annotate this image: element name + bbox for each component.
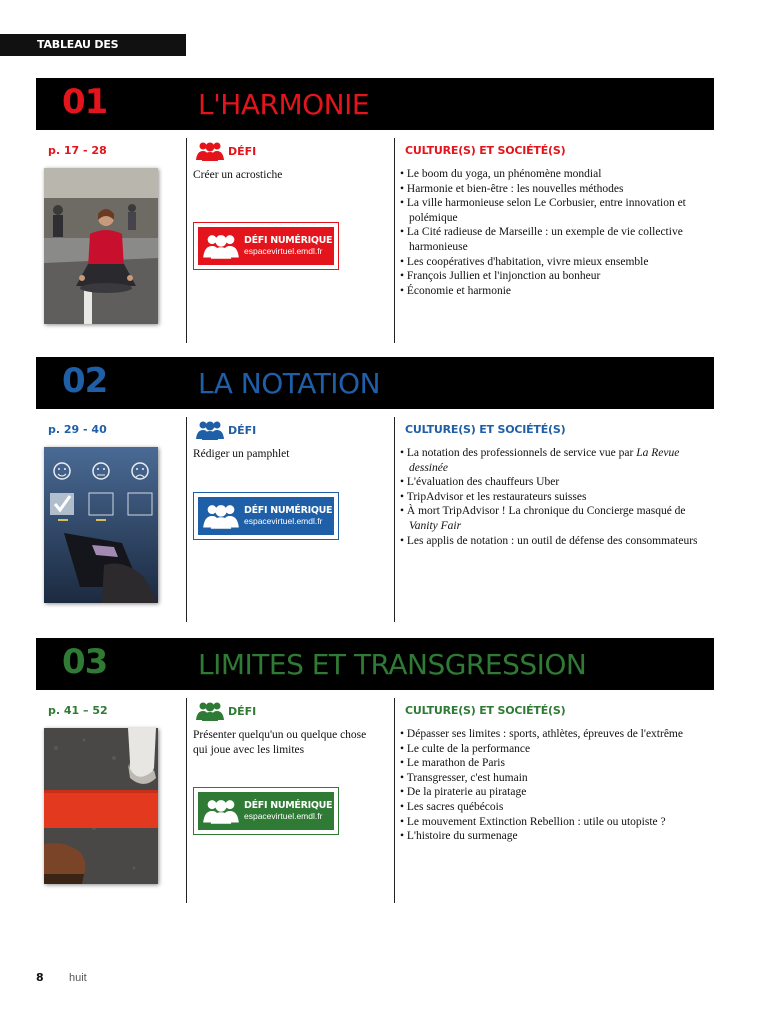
section-03 [36,638,714,908]
list-item: • Le mouvement Extinction Rebellion : utile ou utopiste ? [400,815,712,830]
page-number-word: huit [69,972,87,984]
column-divider [394,138,395,343]
badge-title: DÉFI NUMÉRIQUE [244,505,333,516]
section-band [36,357,714,409]
phone-rating-photo [44,447,158,603]
column-divider [186,417,187,622]
column-divider [186,138,187,343]
defi-description: Rédiger un pamphlet [193,448,290,460]
list-item: • L'évaluation des chauffeurs Uber [400,475,712,490]
badge-title: DÉFI NUMÉRIQUE [244,800,333,811]
defi-numerique-badge[interactable] [193,787,339,835]
list-item: • Le culte de la performance [400,742,712,757]
defi-numerique-badge[interactable] [193,492,339,540]
defi-description: Créer un acrostiche [193,169,283,181]
yoga-photo [44,168,158,324]
list-item: • De la piraterie au piratage [400,785,712,800]
page-range: p. 41 – 52 [48,704,108,717]
red-line-photo [44,728,158,884]
section-title: LIMITES ET TRANSGRESSION [198,648,587,681]
section-title: LA NOTATION [198,367,381,400]
column-divider [394,417,395,622]
page-range: p. 17 - 28 [48,144,107,157]
page-range: p. 29 - 40 [48,423,107,436]
list-item: • Transgresser, c'est humain [400,771,712,786]
section-01 [36,78,714,343]
group-icon [196,140,224,162]
defi-heading [196,140,256,162]
list-item: • Dépasser ses limites : sports, athlètes, épreuves de l'extrême [400,727,712,742]
defi-label: DÉFI [228,704,257,718]
defi-description: Présenter quelqu'un ou quelque chose qui joue avec les limites [193,729,367,756]
culture-heading: CULTURE(S) ET SOCIÉTÉ(S) [405,144,566,157]
topic-list [400,446,712,548]
list-item: • L'histoire du surmenage [400,829,712,844]
list-item: • La ville harmonieuse selon Le Corbusier, entre innovation et polémique [400,196,712,225]
column-divider [394,698,395,903]
publication-title: Vanity Fair [409,519,462,532]
group-icon [196,700,224,722]
list-item [400,504,712,533]
culture-heading: CULTURE(S) ET SOCIÉTÉ(S) [405,704,566,717]
section-number: 03 [62,642,108,682]
list-item: • La Cité radieuse de Marseille : un exemple de vie collective harmonieuse [400,225,712,254]
culture-heading: CULTURE(S) ET SOCIÉTÉ(S) [405,423,566,436]
badge-url: espacevirtuel.emdl.fr [244,811,323,821]
section-number: 01 [62,82,108,122]
list-item: • Économie et harmonie [400,284,712,299]
column-divider [186,698,187,903]
publication-title: La Revue dessinée [409,447,680,474]
group-icon [202,797,240,825]
defi-numerique-badge[interactable] [193,222,339,270]
section-band [36,78,714,130]
group-icon [196,419,224,441]
list-item [400,446,712,475]
section-title: L'HARMONIE [198,88,370,121]
list-item: • TripAdvisor et les restaurateurs suisses [400,490,712,505]
section-02 [36,357,714,622]
defi-label: DÉFI [228,423,257,437]
defi-heading [196,419,256,441]
group-icon [202,232,240,260]
list-item-text: La notation des professionnels de service vue par [406,447,634,459]
list-item: • Harmonie et bien-être : les nouvelles méthodes [400,182,712,197]
section-band [36,638,714,690]
topic-list [400,167,712,298]
table-of-contents-tag: TABLEAU DES CONTENUS [0,34,186,56]
list-item: • Le marathon de Paris [400,756,712,771]
group-icon [202,502,240,530]
badge-url: espacevirtuel.emdl.fr [244,516,323,526]
section-number: 02 [62,361,108,401]
list-item: • Le boom du yoga, un phénomène mondial [400,167,712,182]
badge-title: DÉFI NUMÉRIQUE [244,235,333,246]
list-item: • François Jullien et l'injonction au bonheur [400,269,712,284]
defi-label: DÉFI [228,144,257,158]
defi-heading [196,700,256,722]
page-number: 8 [36,971,44,984]
list-item-text: À mort TripAdvisor ! La chronique du Concierge masqué de [406,505,686,518]
list-item: • Les applis de notation : un outil de défense des consommateurs [400,534,712,549]
badge-url: espacevirtuel.emdl.fr [244,246,323,256]
list-item: • Les sacres québécois [400,800,712,815]
list-item: • Les coopératives d'habitation, vivre mieux ensemble [400,255,712,270]
topic-list [400,727,712,844]
